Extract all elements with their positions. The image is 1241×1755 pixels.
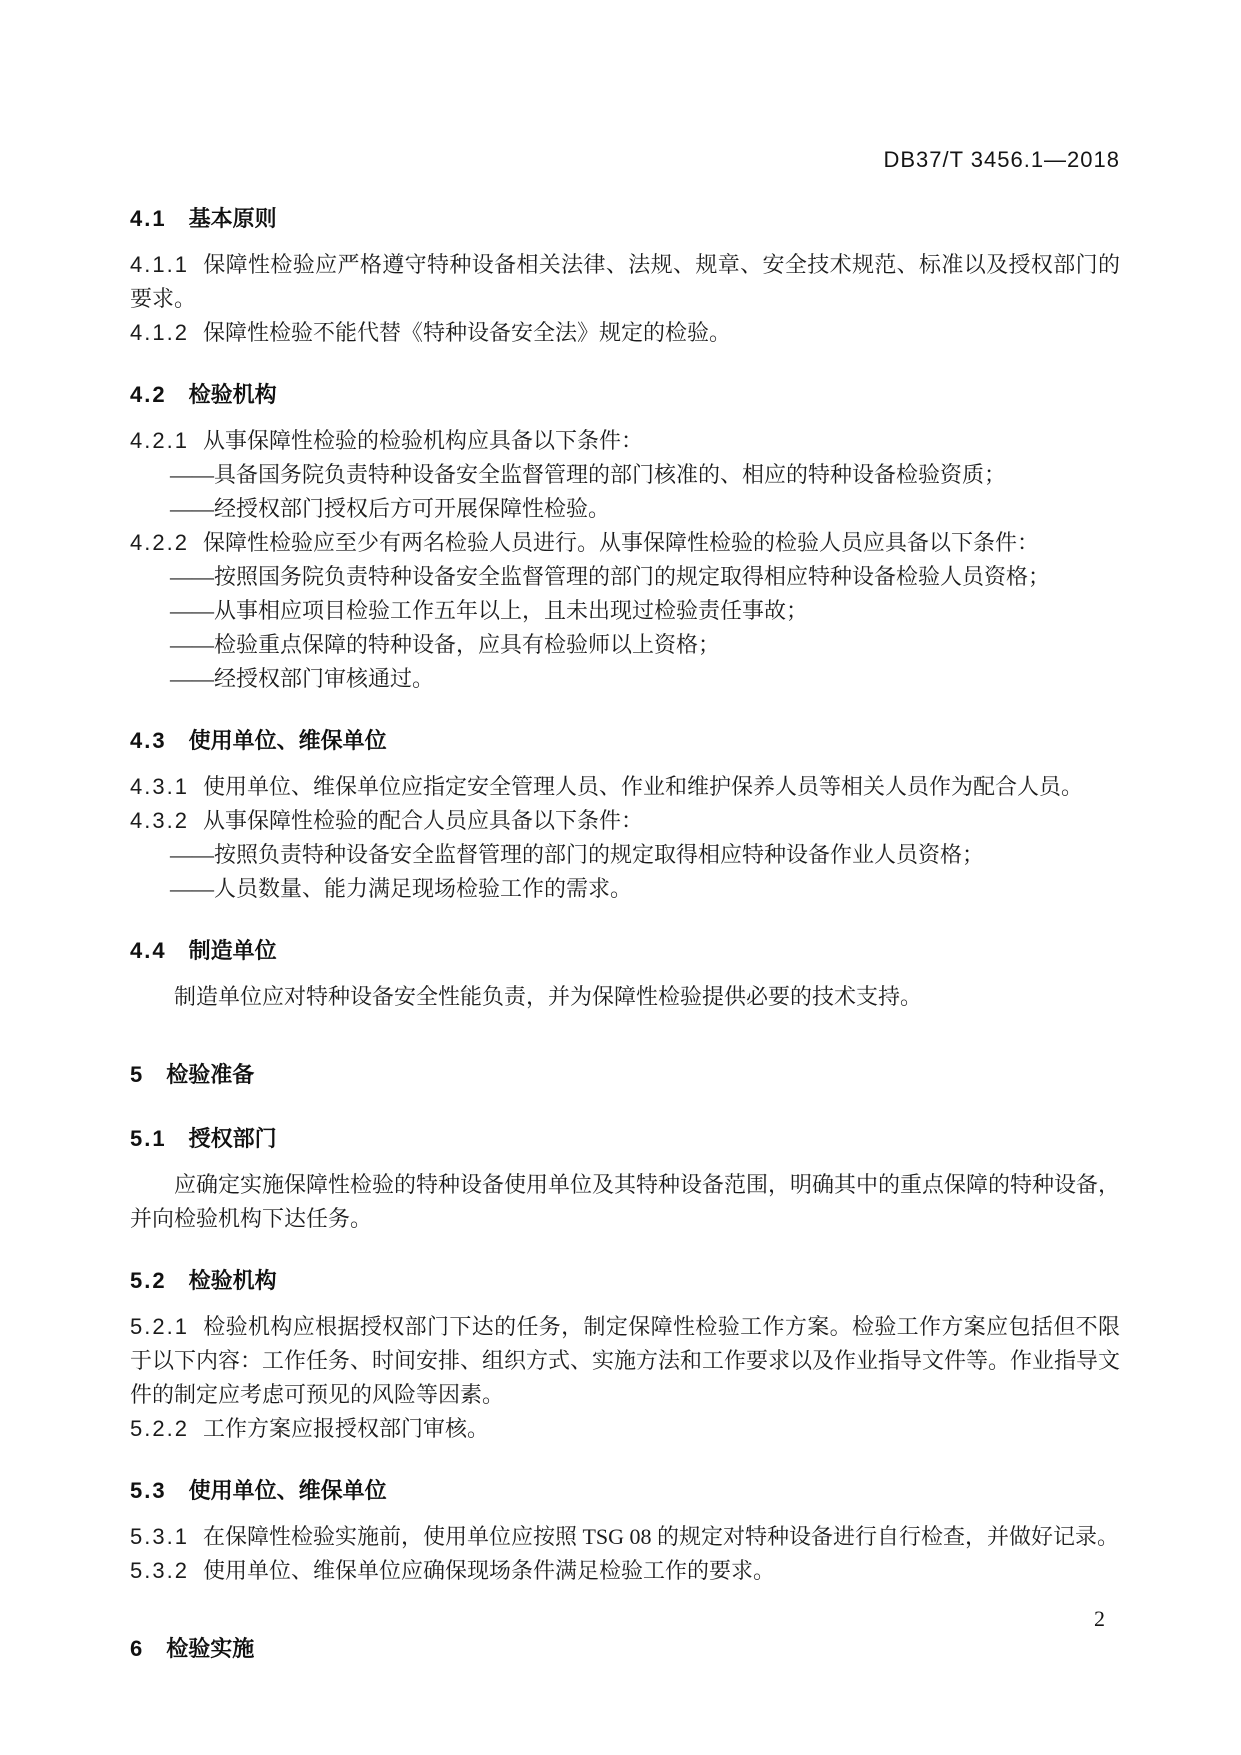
heading-number: 5	[130, 1062, 145, 1087]
heading-number: 4.2	[130, 382, 167, 407]
heading-title: 检验准备	[166, 1062, 255, 1087]
clause-number: 5.3.1	[130, 1524, 189, 1549]
heading-number: 4.3	[130, 728, 167, 753]
dash-text: ——经授权部门授权后方可开展保障性检验。	[170, 496, 611, 521]
clause-text: 工作方案应报授权部门审核。	[202, 1416, 489, 1441]
heading-title: 制造单位	[188, 938, 277, 963]
heading-5	[130, 1058, 1120, 1092]
heading-title: 使用单位、维保单位	[188, 728, 387, 753]
heading-number: 5.2	[130, 1268, 167, 1293]
clause-text: 保障性检验不能代替《特种设备安全法》规定的检验。	[202, 320, 731, 345]
clause-number: 5.2.2	[130, 1416, 189, 1441]
heading-number: 6	[130, 1636, 145, 1661]
heading-title: 检验机构	[188, 1268, 277, 1293]
paragraph-text: 应确定实施保障性检验的特种设备使用单位及其特种设备范围，明确其中的重点保障的特种设备，并向检验机构下达任务。	[130, 1172, 1121, 1231]
clause-4-2-1	[130, 424, 1120, 458]
clause-number: 4.3.2	[130, 808, 189, 833]
clause-text: 从事保障性检验的检验机构应具备以下条件：	[202, 428, 643, 453]
clause-number: 4.2.2	[130, 530, 189, 555]
heading-4-4	[130, 934, 1120, 968]
heading-title: 使用单位、维保单位	[188, 1478, 387, 1503]
dash-item	[130, 560, 1120, 594]
heading-4-3	[130, 724, 1120, 758]
clause-number: 4.1.2	[130, 320, 189, 345]
dash-text: ——经授权部门审核通过。	[170, 666, 435, 691]
clause-text: 保障性检验应严格遵守特种设备相关法律、法规、规章、安全技术规范、标准以及授权部门的要求。	[130, 252, 1120, 311]
clause-4-3-2	[130, 804, 1120, 838]
document-body	[130, 202, 1120, 1666]
clause-text: 检验机构应根据授权部门下达的任务，制定保障性检验工作方案。检验工作方案应包括但不限于以下内容：工作任务、时间安排、组织方式、实施方法和工作要求以及作业指导文件等。作业指导文件的制定应考虑可预见的风险等因素。	[130, 1314, 1121, 1407]
clause-text: 使用单位、维保单位应确保现场条件满足检验工作的要求。	[202, 1558, 775, 1583]
heading-5-3	[130, 1474, 1120, 1508]
clause-number: 4.1.1	[130, 252, 189, 277]
clause-5-3-1	[130, 1520, 1120, 1554]
dash-item	[130, 872, 1120, 906]
heading-5-1	[130, 1122, 1120, 1156]
dash-text: ——按照国务院负责特种设备安全监督管理的部门的规定取得相应特种设备检验人员资格；	[170, 564, 1051, 589]
clause-5-3-2	[130, 1554, 1120, 1588]
clause-number: 4.3.1	[130, 774, 189, 799]
clause-text: 使用单位、维保单位应指定安全管理人员、作业和维护保养人员等相关人员作为配合人员。	[202, 774, 1083, 799]
page-footer	[1094, 1606, 1105, 1632]
page-number: 2	[1094, 1606, 1105, 1631]
dash-item	[130, 458, 1120, 492]
paragraph-5-1	[130, 1168, 1120, 1236]
dash-text: ——检验重点保障的特种设备，应具有检验师以上资格；	[170, 632, 721, 657]
heading-title: 检验实施	[166, 1636, 255, 1661]
heading-4-2	[130, 378, 1120, 412]
clause-text: 在保障性检验实施前，使用单位应按照 TSG 08 的规定对特种设备进行自行检查，并做好记录。	[202, 1524, 1120, 1549]
dash-text: ——具备国务院负责特种设备安全监督管理的部门核准的、相应的特种设备检验资质；	[170, 462, 1007, 487]
heading-4-1	[130, 202, 1120, 236]
dash-text: ——按照负责特种设备安全监督管理的部门的规定取得相应特种设备作业人员资格；	[170, 842, 985, 867]
paragraph-text: 制造单位应对特种设备安全性能负责，并为保障性检验提供必要的技术支持。	[174, 984, 923, 1009]
dash-text: ——人员数量、能力满足现场检验工作的需求。	[170, 876, 633, 901]
heading-title: 检验机构	[188, 382, 277, 407]
heading-number: 4.4	[130, 938, 167, 963]
standard-number: DB37/T 3456.1—2018	[883, 147, 1120, 172]
dash-item	[130, 662, 1120, 696]
heading-6	[130, 1632, 1120, 1666]
paragraph-4-4	[130, 980, 1120, 1014]
dash-item	[130, 628, 1120, 662]
clause-number: 5.3.2	[130, 1558, 189, 1583]
clause-text: 保障性检验应至少有两名检验人员进行。从事保障性检验的检验人员应具备以下条件：	[202, 530, 1039, 555]
heading-title: 授权部门	[188, 1126, 277, 1151]
clause-text: 从事保障性检验的配合人员应具备以下条件：	[202, 808, 643, 833]
dash-item	[130, 492, 1120, 526]
page-header	[130, 148, 1120, 172]
heading-title: 基本原则	[188, 206, 277, 231]
heading-number: 4.1	[130, 206, 167, 231]
dash-item	[130, 594, 1120, 628]
dash-text: ——从事相应项目检验工作五年以上，且未出现过检验责任事故；	[170, 598, 809, 623]
dash-item	[130, 838, 1120, 872]
clause-4-1-2	[130, 316, 1120, 350]
heading-number: 5.3	[130, 1478, 167, 1503]
clause-5-2-2	[130, 1412, 1120, 1446]
clause-5-2-1	[130, 1310, 1120, 1412]
heading-5-2	[130, 1264, 1120, 1298]
clause-4-2-2	[130, 526, 1120, 560]
heading-number: 5.1	[130, 1126, 167, 1151]
clause-4-1-1	[130, 248, 1120, 316]
clause-4-3-1	[130, 770, 1120, 804]
clause-number: 4.2.1	[130, 428, 189, 453]
clause-number: 5.2.1	[130, 1314, 189, 1339]
